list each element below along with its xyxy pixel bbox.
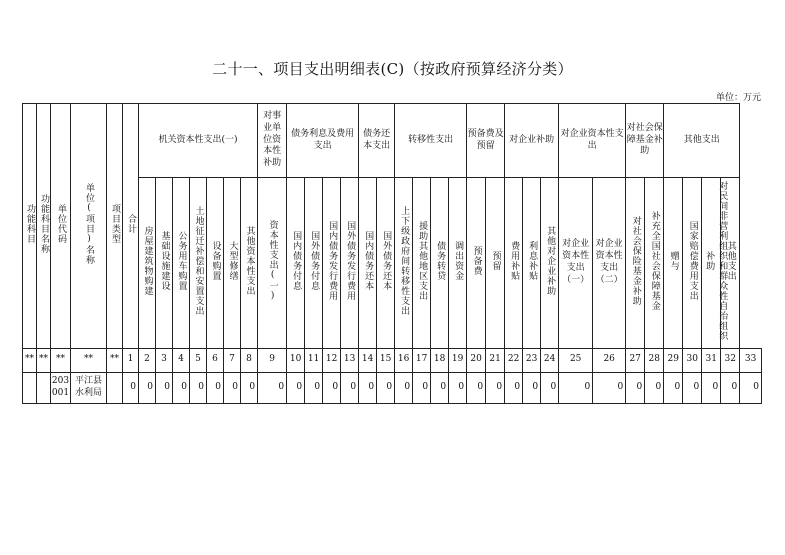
cell-value: 0	[359, 372, 377, 403]
col-enterprise-subsidy-2: 其他对企业补助	[541, 178, 559, 349]
group-other: 其他支出	[664, 104, 740, 178]
cell-func-subject	[23, 372, 37, 403]
col-jiguan-3: 土地征迁补偿和安置支出	[190, 178, 207, 349]
index-number: 12	[323, 348, 341, 372]
table-row	[23, 372, 762, 403]
cell-value: 0	[740, 372, 762, 403]
col-jiguan-4: 设备购置	[207, 178, 224, 349]
index-number: 19	[449, 348, 467, 372]
page-title: 二十一、项目支出明细表(C)（按政府预算经济分类）	[212, 60, 573, 78]
cell-value: 0	[449, 372, 467, 403]
index-number: 16	[395, 348, 413, 372]
index-row	[23, 348, 762, 372]
cell-value: 0	[593, 372, 626, 403]
cell-unit-code: 203001	[51, 372, 71, 403]
index-number: 23	[523, 348, 541, 372]
cell-value: 0	[139, 372, 156, 403]
index-number: 1	[123, 348, 139, 372]
cell-value: 0	[123, 372, 139, 403]
cell-value: 0	[559, 372, 593, 403]
col-shiye-0: 资本性支出(一)	[258, 178, 287, 349]
col-reserve-0: 预备费	[467, 178, 486, 349]
index-number: 13	[341, 348, 359, 372]
cell-value: 0	[467, 372, 486, 403]
index-number: 20	[467, 348, 486, 372]
header-project-type: 项目类型	[107, 104, 123, 349]
group-shiye: 对事业单位资本性补助	[258, 104, 287, 178]
col-jiguan-2: 公务用车购置	[173, 178, 190, 349]
cell-func-subject-name	[37, 372, 51, 403]
index-number: 2	[139, 348, 156, 372]
index-number: 3	[156, 348, 173, 372]
cell-value: 0	[664, 372, 683, 403]
col-enterprise-subsidy-0: 费用补贴	[505, 178, 523, 349]
cell-value: 0	[505, 372, 523, 403]
index-number: 7	[224, 348, 241, 372]
index-number: 10	[287, 348, 305, 372]
index-mark: **	[37, 348, 51, 372]
index-number: 9	[258, 348, 287, 372]
group-transfer: 转移性支出	[395, 104, 467, 178]
index-number: 31	[702, 348, 721, 372]
group-enterprise-capital: 对企业资本性支出	[559, 104, 626, 178]
index-number: 32	[721, 348, 740, 372]
cell-value: 0	[721, 372, 740, 403]
col-enterprise-capital-0: 对企业资本性支出（一）	[559, 178, 593, 349]
col-debt-interest-2: 国内债务发行费用	[323, 178, 341, 349]
index-number: 28	[645, 348, 664, 372]
col-transfer-0: 上下级政府间转移性支出	[395, 178, 413, 349]
header-func-subject-name: 功能科目名称	[37, 104, 51, 349]
cell-value: 0	[241, 372, 258, 403]
cell-value: 0	[258, 372, 287, 403]
col-other-0: 赠与	[664, 178, 683, 349]
cell-value: 0	[486, 372, 505, 403]
col-debt-interest-1: 国外债务付息	[305, 178, 323, 349]
index-number: 27	[626, 348, 645, 372]
index-number: 33	[740, 348, 762, 372]
index-number: 18	[431, 348, 449, 372]
cell-unit-name: 平江县水利局	[71, 372, 107, 403]
index-number: 4	[173, 348, 190, 372]
budget-table	[22, 103, 762, 404]
cell-value: 0	[190, 372, 207, 403]
col-transfer-1: 援助其他地区支出	[413, 178, 431, 349]
group-debt-interest: 债务利息及费用支出	[287, 104, 359, 178]
col-jiguan-1: 基础设施建设	[156, 178, 173, 349]
index-number: 8	[241, 348, 258, 372]
col-debt-interest-0: 国内债务付息	[287, 178, 305, 349]
index-number: 14	[359, 348, 377, 372]
header-unit-code: 单位代码	[51, 104, 71, 349]
col-transfer-3: 调出资金	[449, 178, 467, 349]
header-total: 合计	[123, 104, 139, 349]
col-debt-principal-1: 国外债务还本	[377, 178, 395, 349]
cell-value: 0	[541, 372, 559, 403]
cell-value: 0	[377, 372, 395, 403]
index-number: 15	[377, 348, 395, 372]
cell-value: 0	[626, 372, 645, 403]
index-number: 22	[505, 348, 523, 372]
group-social: 对社会保障基金补助	[626, 104, 664, 178]
index-number: 17	[413, 348, 431, 372]
col-other-2: 对民间非营利组织和群众性自治组织补助	[702, 178, 721, 349]
col-jiguan-5: 大型修缮	[224, 178, 241, 349]
cell-value: 0	[287, 372, 305, 403]
unit-label: 单位：万元	[715, 93, 761, 103]
cell-value: 0	[173, 372, 190, 403]
index-number: 26	[593, 348, 626, 372]
col-enterprise-capital-1: 对企业资本性支出（二）	[593, 178, 626, 349]
index-number: 25	[559, 348, 593, 372]
cell-value: 0	[395, 372, 413, 403]
index-mark: **	[107, 348, 123, 372]
group-enterprise-subsidy: 对企业补助	[505, 104, 559, 178]
group-debt-principal: 债务还本支出	[359, 104, 395, 178]
index-mark: **	[51, 348, 71, 372]
header-row-groups	[23, 104, 762, 178]
col-transfer-2: 债务转贷	[431, 178, 449, 349]
cell-value: 0	[683, 372, 702, 403]
header-unit-name: 单位(项目)名称	[71, 104, 107, 349]
cell-value: 0	[413, 372, 431, 403]
col-social-1: 补充全国社会保障基金	[645, 178, 664, 349]
cell-value: 0	[702, 372, 721, 403]
cell-value: 0	[323, 372, 341, 403]
cell-value: 0	[156, 372, 173, 403]
col-social-0: 对社会保险基金补助	[626, 178, 645, 349]
cell-value: 0	[305, 372, 323, 403]
index-number: 30	[683, 348, 702, 372]
col-debt-principal-0: 国内债务还本	[359, 178, 377, 349]
col-debt-interest-3: 国外债务发行费用	[341, 178, 359, 349]
cell-value: 0	[523, 372, 541, 403]
col-enterprise-subsidy-1: 利息补贴	[523, 178, 541, 349]
index-number: 11	[305, 348, 323, 372]
group-reserve: 预备费及预留	[467, 104, 505, 178]
index-number: 5	[190, 348, 207, 372]
index-number: 21	[486, 348, 505, 372]
cell-value: 0	[431, 372, 449, 403]
cell-value: 0	[341, 372, 359, 403]
cell-value: 0	[207, 372, 224, 403]
cell-project-type	[107, 372, 123, 403]
cell-value: 0	[224, 372, 241, 403]
col-jiguan-6: 其他资本性支出	[241, 178, 258, 349]
col-other-3: 其他支出	[721, 178, 740, 349]
index-mark: **	[71, 348, 107, 372]
col-reserve-1: 预留	[486, 178, 505, 349]
cell-value: 0	[645, 372, 664, 403]
index-number: 6	[207, 348, 224, 372]
col-jiguan-0: 房屋建筑物购建	[139, 178, 156, 349]
index-number: 29	[664, 348, 683, 372]
index-mark: **	[23, 348, 37, 372]
group-jiguan: 机关资本性支出(一)	[139, 104, 258, 178]
index-number: 24	[541, 348, 559, 372]
col-other-1: 国家赔偿费用支出	[683, 178, 702, 349]
header-func-subject: 功能科目	[23, 104, 37, 349]
